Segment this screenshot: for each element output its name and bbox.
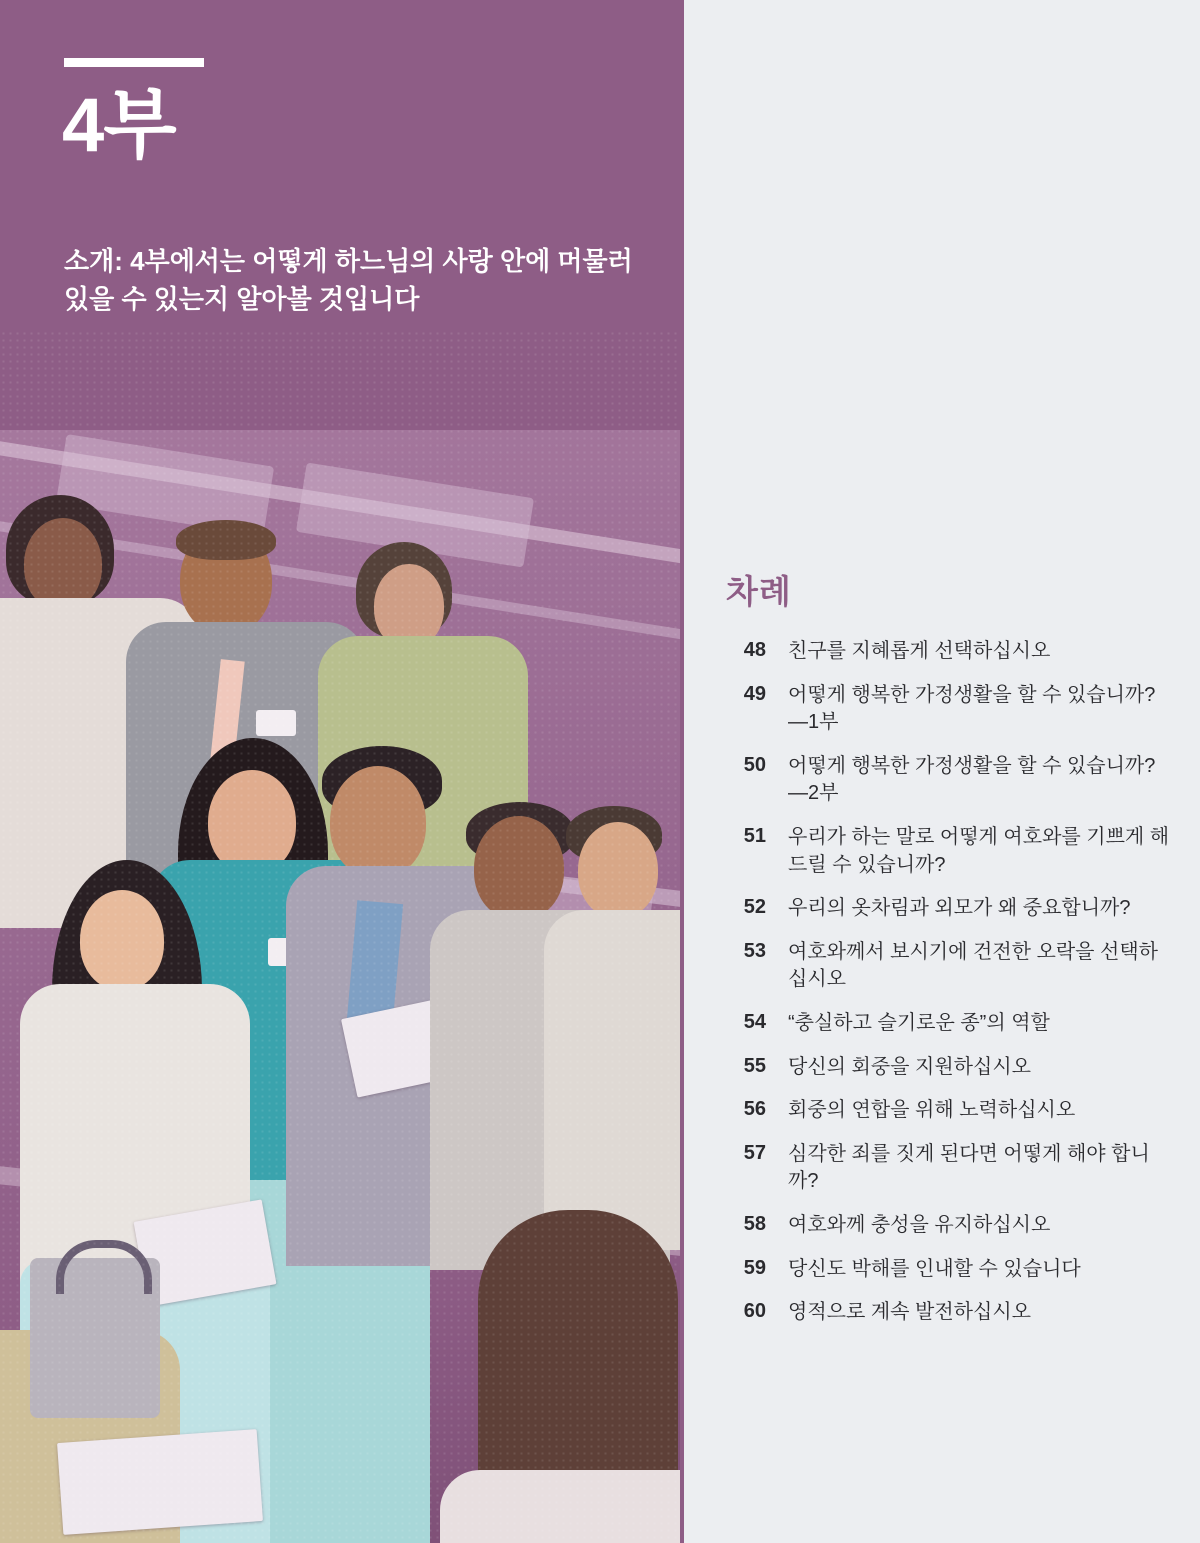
toc-entry-title: 친구를 지혜롭게 선택하십시오: [788, 640, 1051, 662]
torso: [440, 1470, 680, 1543]
toc-entry-title: 당신도 박해를 인내할 수 있습니다: [788, 1257, 1081, 1280]
list-item[interactable]: [720, 939, 1170, 994]
toc-entry-number: 49: [743, 682, 766, 705]
toc-entry-title: 어떻게 행복한 가정생활을 할 수 있습니까?—1부: [788, 683, 1156, 734]
toc-entry-number: 55: [743, 1054, 766, 1077]
hair: [176, 520, 276, 560]
list-item[interactable]: [720, 824, 1170, 879]
list-item[interactable]: [720, 1141, 1170, 1196]
toc-entry-number: 48: [743, 639, 766, 661]
vertical-divider: [680, 0, 684, 1543]
toc-entry-number: 57: [743, 1141, 766, 1164]
toc-entry-title: 회중의 연합을 위해 노력하십시오: [788, 1099, 1076, 1122]
toc-entry-number: 51: [743, 824, 766, 847]
list-item[interactable]: [720, 895, 1170, 923]
hair: [478, 1210, 678, 1500]
toc-entry-number: 50: [743, 753, 766, 776]
torso-suit: [544, 910, 680, 1250]
name-badge: [256, 710, 296, 736]
toc-entry-number: 52: [743, 896, 766, 919]
head: [208, 770, 296, 874]
head: [80, 890, 164, 990]
toc-entry-title: 심각한 죄를 짓게 된다면 어떻게 해야 합니까?: [788, 1142, 1150, 1193]
congregation-meeting-illustration: [0, 330, 680, 1543]
list-item[interactable]: [720, 753, 1170, 808]
toc-entry-title: 당신의 회중을 지원하십시오: [788, 1055, 1031, 1078]
list-item[interactable]: [720, 1010, 1170, 1038]
toc-entry-number: 60: [743, 1300, 766, 1323]
list-item[interactable]: [720, 1212, 1170, 1240]
list-item[interactable]: [720, 682, 1170, 737]
toc-title: 차례: [726, 573, 792, 610]
toc-entry-number: 59: [743, 1256, 766, 1279]
part-intro-text: 소개: 4부에서는 어떻게 하느님의 사랑 안에 머물러 있을 수 있는지 알아볼 것입니다: [64, 246, 633, 314]
list-item[interactable]: [720, 638, 1170, 666]
head: [330, 766, 426, 878]
list-item[interactable]: [720, 1054, 1170, 1082]
toc-entry-title: 우리가 하는 말로 어떻게 여호와를 기쁘게 해 드릴 수 있습니까?: [788, 825, 1170, 876]
head: [474, 816, 564, 920]
head: [578, 822, 658, 918]
toc-entry-title: 여호와께 충성을 유지하십시오: [788, 1213, 1051, 1236]
toc-entry-number: 56: [743, 1098, 766, 1121]
head: [24, 518, 102, 610]
open-book: [57, 1429, 263, 1535]
toc-entry-title: 여호와께서 보시기에 건전한 오락을 선택하십시오: [788, 940, 1158, 991]
part-number: 4부: [62, 83, 176, 168]
toc-entry-number: 53: [743, 939, 766, 962]
toc-panel: [680, 0, 1200, 1543]
list-item[interactable]: [720, 1299, 1170, 1327]
toc-entry-title: “충실하고 슬기로운 종”의 역할: [788, 1011, 1050, 1034]
toc-entry-title: 어떻게 행복한 가정생활을 할 수 있습니까?—2부: [788, 754, 1156, 805]
toc-entry-number: 58: [743, 1212, 766, 1235]
toc-entry-number: 54: [743, 1010, 766, 1033]
toc-entry-title: 영적으로 계속 발전하십시오: [788, 1301, 1031, 1324]
list-item[interactable]: [720, 1097, 1170, 1125]
list-item[interactable]: [720, 1256, 1170, 1284]
toc-entry-title: 우리의 옷차림과 외모가 왜 중요합니까?: [788, 897, 1131, 920]
toc-list: [720, 638, 1170, 1343]
title-rule: [64, 58, 204, 67]
